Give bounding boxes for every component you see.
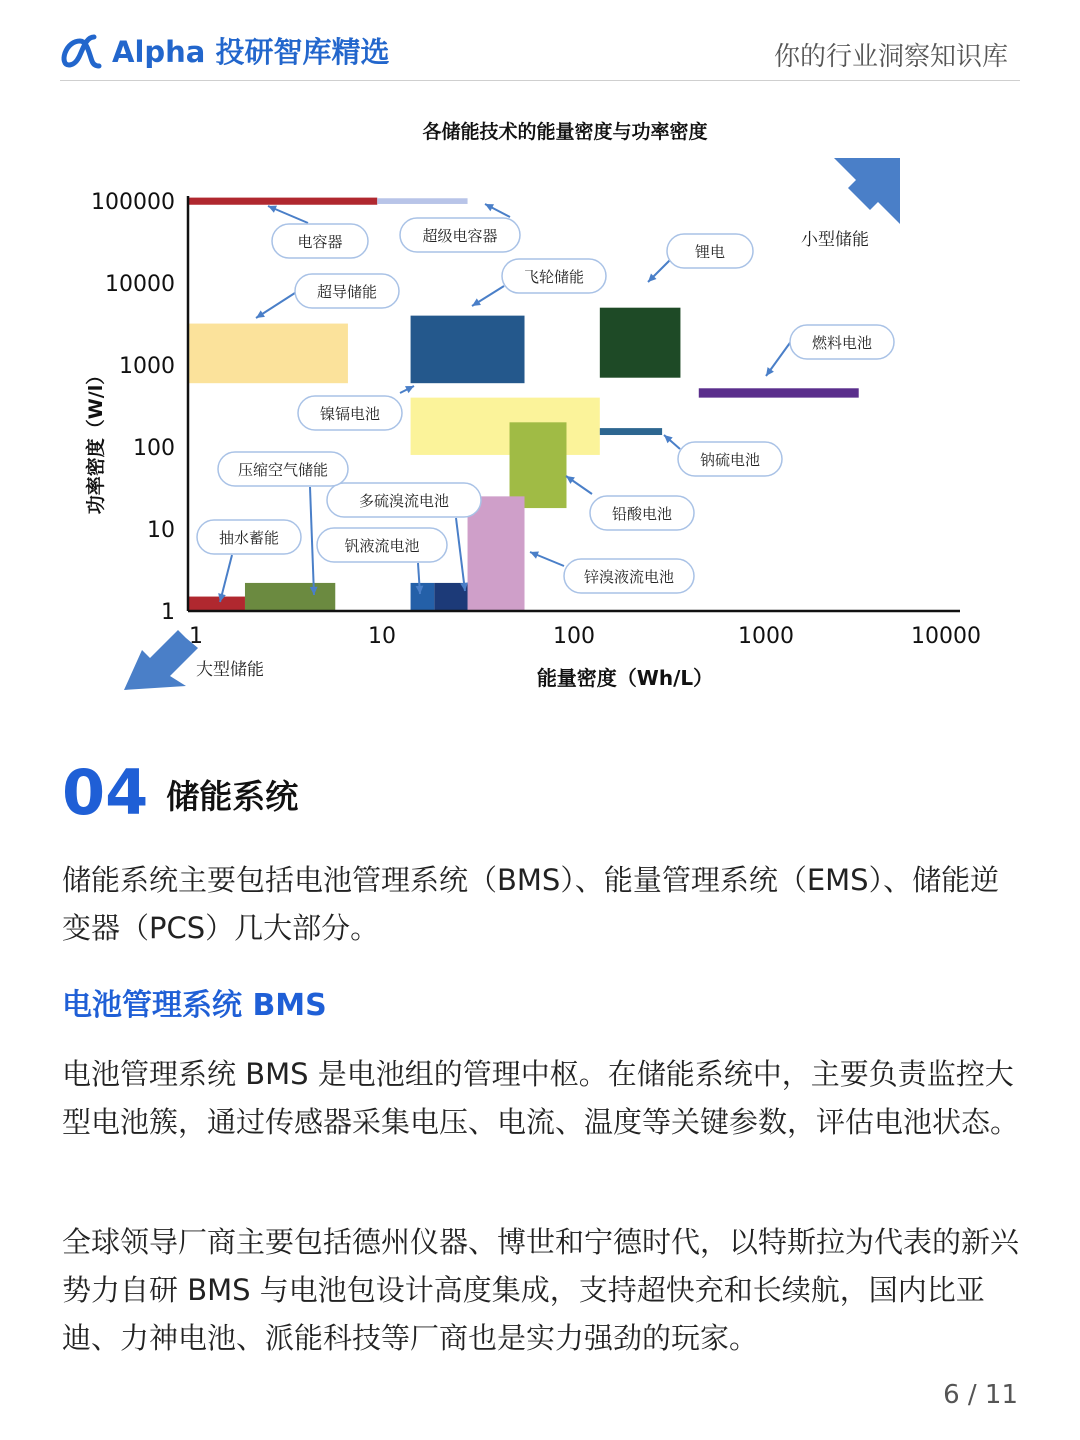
y-tick-label: 100000 (91, 190, 175, 215)
corner-label-large: 大型储能 (196, 660, 264, 680)
bms-paragraph-2: 全球领导厂商主要包括德州仪器、博世和宁德时代，以特斯拉为代表的新兴势力自研 BMS 与电池包设计高度集成，支持超快充和长续航，国内比亚迪、力神电池、派能科技等厂商也是实力强劲的玩家。 (62, 1225, 1020, 1355)
region-飞轮储能 (411, 316, 525, 384)
callout-label-钠硫电池: 钠硫电池 (699, 451, 761, 469)
callout-label-锂电: 锂电 (694, 243, 726, 261)
x-tick-label: 1000 (738, 624, 794, 649)
region-超级电容器 (377, 198, 467, 204)
y-axis-label: 功率密度（W/l） (85, 365, 107, 515)
chart-title: 各储能技术的能量密度与功率密度 (422, 121, 708, 143)
callout-label-超级电容器: 超级电容器 (422, 227, 498, 245)
region-超导储能 (188, 324, 348, 384)
header-slogan: 你的行业洞察知识库 (773, 42, 1008, 72)
x-tick-label: 100 (553, 624, 595, 649)
region-锌溴液流电池 (468, 496, 525, 611)
page-header (60, 28, 1020, 81)
brand-name: Alpha 投研智库精选 (112, 35, 390, 69)
region-压缩空气储能 (245, 583, 335, 611)
callout-label-镍镉电池: 镍镉电池 (319, 405, 381, 423)
callout-arrowhead-icon (766, 367, 774, 376)
region-电容器 (188, 198, 377, 205)
page-number: 6 / 11 (943, 1380, 1018, 1410)
callout-label-多硫溴流电池: 多硫溴流电池 (358, 492, 450, 510)
region-锂电 (600, 308, 681, 378)
callout-arrow (310, 487, 314, 595)
region-燃料电池 (699, 388, 859, 397)
arrow-up-right-icon (830, 158, 900, 224)
callout-label-压缩空气储能: 压缩空气储能 (237, 461, 329, 479)
region-钠硫电池 (600, 428, 662, 435)
callout-label-钒液流电池: 钒液流电池 (344, 537, 420, 555)
y-tick-label: 1000 (119, 354, 175, 379)
callout-arrowhead-icon (566, 476, 575, 484)
brand (60, 30, 389, 71)
alpha-logo-icon (60, 31, 106, 71)
y-tick-label: 10 (147, 518, 175, 543)
callout-label-抽水蓄能: 抽水蓄能 (218, 529, 280, 547)
x-tick-label: 10 (368, 624, 396, 649)
region-铅酸电池 (510, 422, 567, 508)
callout-label-超导储能: 超导储能 (316, 283, 378, 301)
y-tick-label: 100 (133, 436, 175, 461)
callout-label-电容器: 电容器 (297, 233, 343, 251)
x-tick-label: 1 (189, 624, 203, 649)
x-tick-label: 10000 (911, 624, 981, 649)
intro-paragraph: 储能系统主要包括电池管理系统（BMS）、能量管理系统（EMS）、储能逆变器（PCS）几大部分。 (62, 863, 1000, 945)
arrow-down-left-icon (124, 630, 198, 690)
y-tick-label: 10000 (105, 272, 175, 297)
callout-label-燃料电池: 燃料电池 (811, 334, 873, 352)
bms-heading: 电池管理系统 BMS (62, 988, 327, 1023)
bms-paragraph-1: 电池管理系统 BMS 是电池组的管理中枢。在储能系统中，主要负责监控大型电池簇，通过传感器采集电压、电流、温度等关键参数，评估电池状态。 (62, 1057, 1020, 1139)
callout-arrow (456, 518, 465, 591)
section-title: 储能系统 (166, 777, 299, 816)
callout-label-飞轮储能: 飞轮储能 (523, 268, 585, 286)
region-镍镉电池 (411, 398, 600, 455)
callout-label-锌溴液流电池: 锌溴液流电池 (583, 568, 675, 586)
energy-density-chart (60, 100, 1020, 720)
y-tick-label: 1 (161, 600, 175, 625)
callout-label-铅酸电池: 铅酸电池 (611, 505, 673, 523)
region-抽水蓄能 (188, 597, 245, 611)
corner-label-small: 小型储能 (801, 230, 869, 250)
section-header (62, 758, 298, 828)
section-number: 04 (62, 756, 149, 829)
x-axis-label: 能量密度（Wh/L） (536, 666, 714, 690)
